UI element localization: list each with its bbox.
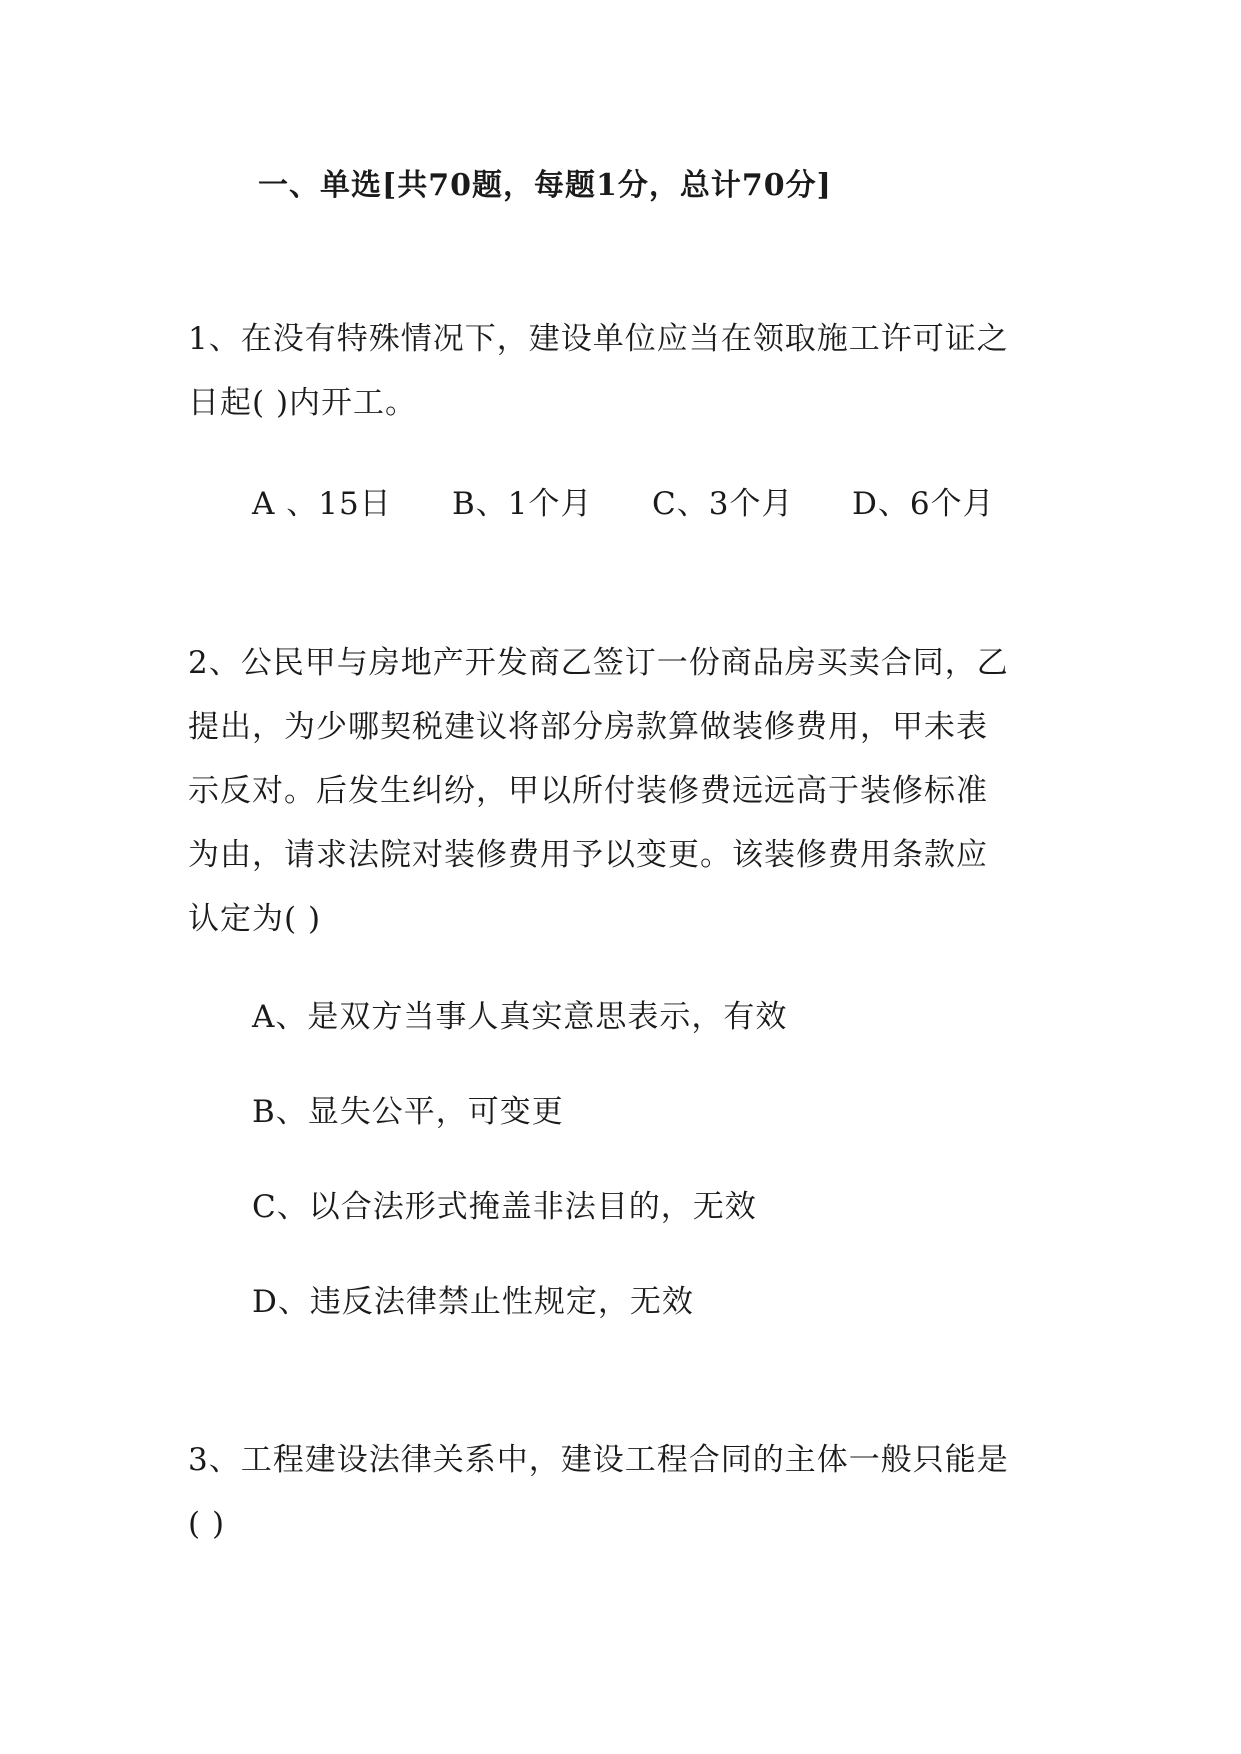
question-line: 提出，为少哪契税建议将部分房款算做装修费用，甲未表 bbox=[188, 709, 988, 745]
question-1-options bbox=[252, 472, 1012, 536]
question-3-text bbox=[188, 1428, 1058, 1556]
option-c: C、3个月 bbox=[652, 486, 794, 522]
question-2-option-a: A、是双方当事人真实意思表示，有效 bbox=[252, 999, 788, 1035]
question-line: 3、工程建设法律关系中，建设工程合同的主体一般只能是 bbox=[188, 1442, 1009, 1478]
question-line: 1、在没有特殊情况下，建设单位应当在领取施工许可证之 bbox=[188, 321, 1009, 357]
question-line: 认定为( ) bbox=[188, 901, 322, 937]
question-line: 示反对。后发生纠纷，甲以所付装修费远远高于装修标准 bbox=[188, 773, 988, 809]
option-a: A 、15日 bbox=[252, 486, 392, 522]
question-2-option-c: C、以合法形式掩盖非法目的，无效 bbox=[252, 1189, 757, 1225]
question-2-option-b: B、显失公平，可变更 bbox=[252, 1094, 564, 1130]
question-2-text bbox=[188, 631, 1058, 951]
question-1-text bbox=[188, 307, 1058, 435]
question-line: 为由，请求法院对装修费用予以变更。该装修费用条款应 bbox=[188, 837, 988, 873]
option-d: D、6个月 bbox=[852, 486, 995, 522]
question-line: ( ) bbox=[188, 1506, 226, 1542]
option-b: B、1个月 bbox=[452, 486, 593, 522]
section-heading: 一、单选[共70题，每题1分，总计70分] bbox=[258, 168, 832, 203]
question-line: 2、公民甲与房地产开发商乙签订一份商品房买卖合同，乙 bbox=[188, 645, 1009, 681]
question-2-option-d: D、违反法律禁止性规定，无效 bbox=[252, 1284, 694, 1320]
question-line: 日起( )内开工。 bbox=[188, 385, 418, 421]
